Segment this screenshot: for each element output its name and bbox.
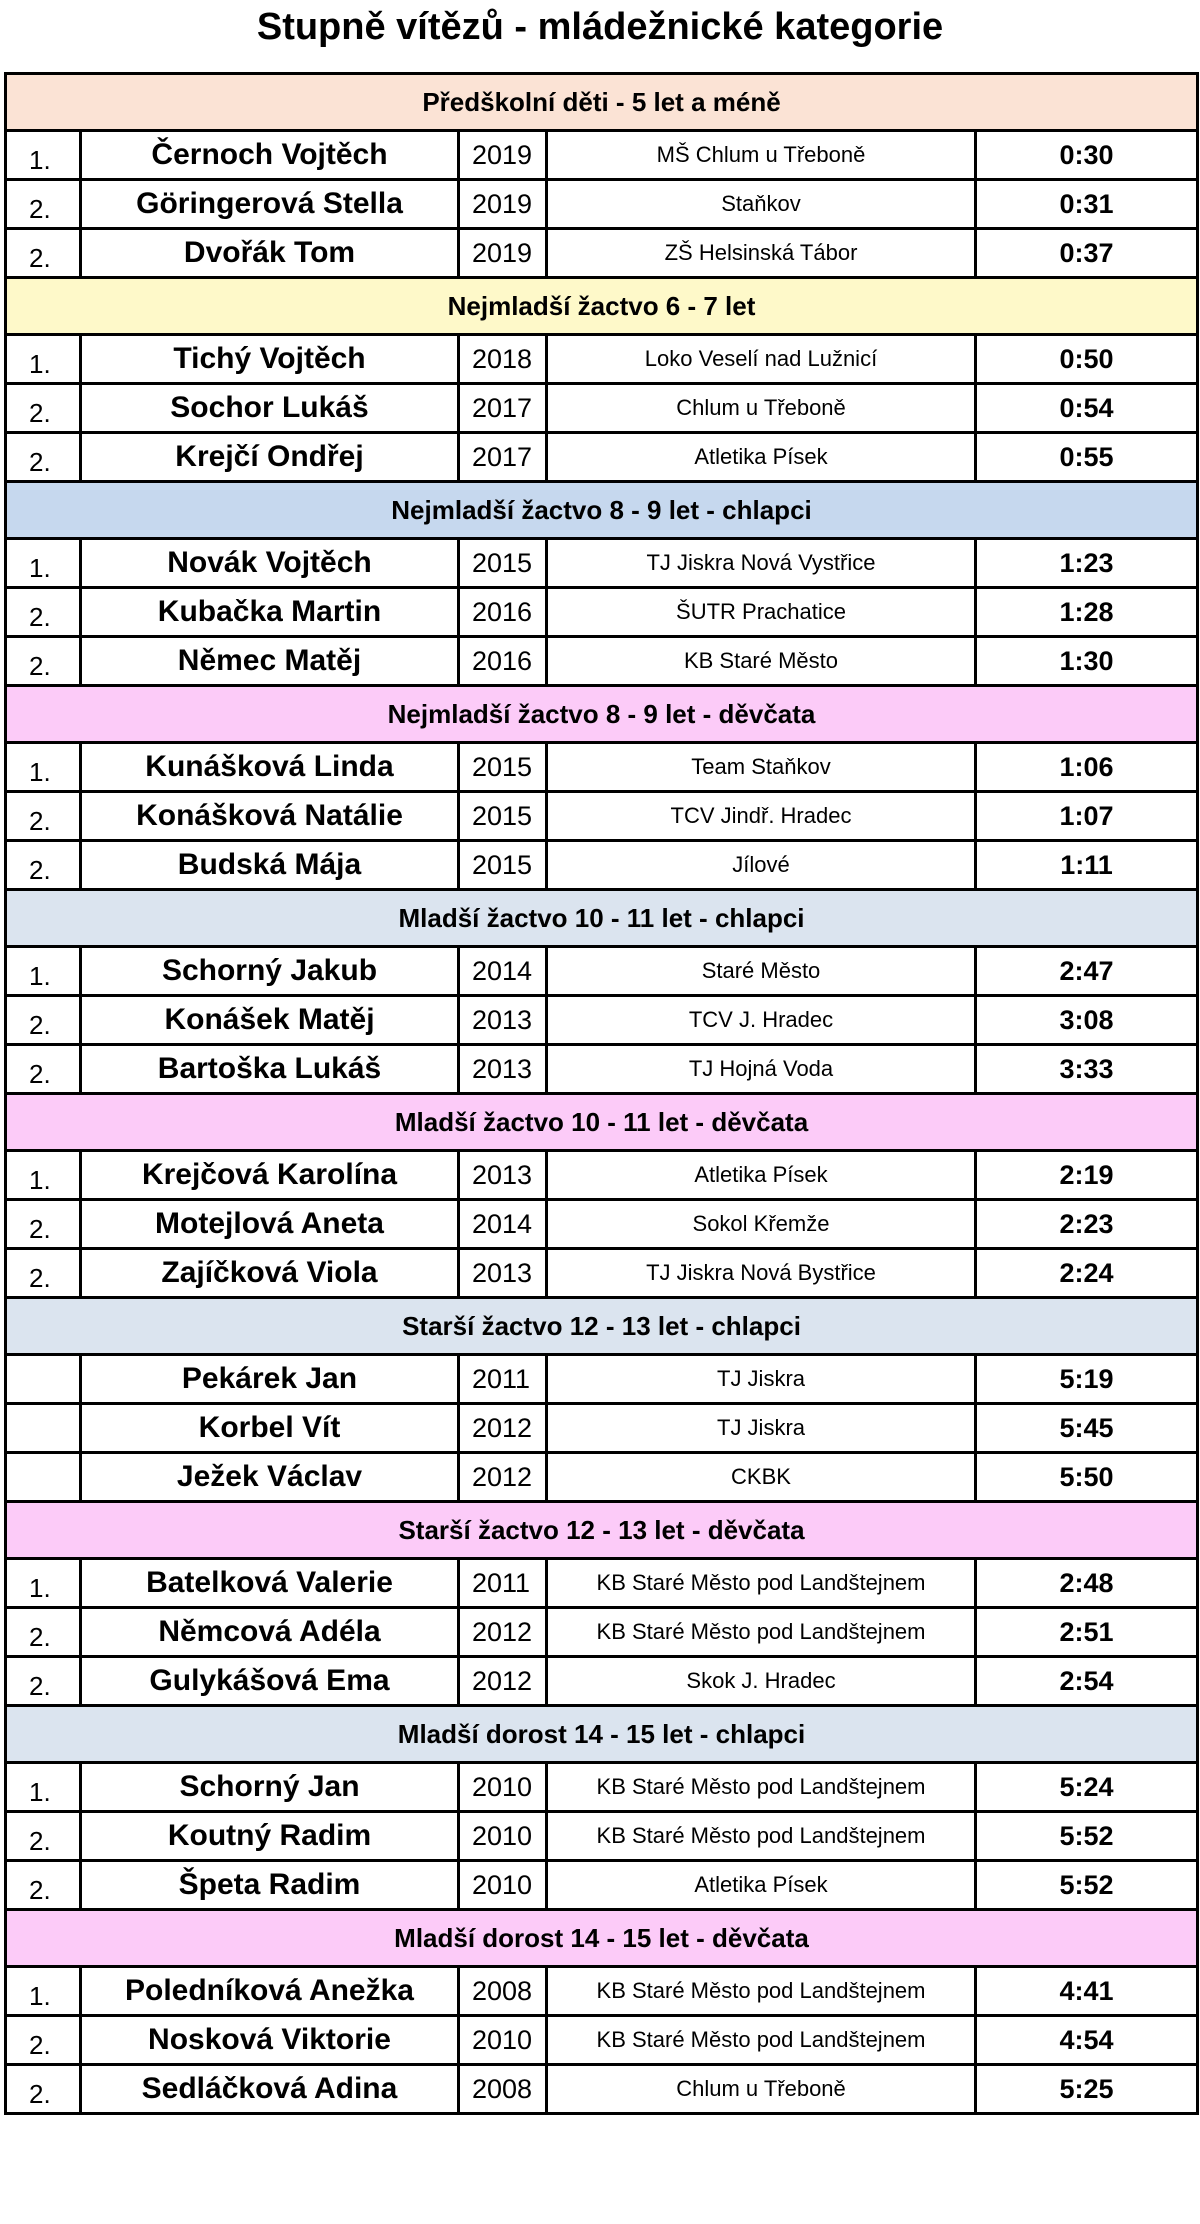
club-name: Team Staňkov (547, 743, 976, 792)
club-name: KB Staré Město pod Landštejnem (547, 1812, 976, 1861)
athlete-name: Konášek Matěj (81, 996, 459, 1045)
category-title: Mladší žactvo 10 - 11 let - děvčata (6, 1094, 1198, 1151)
club-name: TJ Jiskra Nová Vystřice (547, 539, 976, 588)
result-row (6, 1045, 1198, 1094)
rank-cell (6, 1861, 81, 1910)
birth-year: 2019 (459, 131, 547, 180)
rank-label: 2. (29, 1826, 51, 1856)
athlete-name: Kunášková Linda (81, 743, 459, 792)
result-time: 1:30 (976, 637, 1198, 686)
club-name: Chlum u Třeboně (547, 2065, 976, 2114)
result-row (6, 1453, 1198, 1502)
rank-cell (6, 1453, 81, 1502)
rank-cell (6, 637, 81, 686)
rank-label: 1. (29, 1573, 51, 1603)
rank-cell (6, 1151, 81, 1200)
club-name: MŠ Chlum u Třeboně (547, 131, 976, 180)
result-time: 1:06 (976, 743, 1198, 792)
result-row (6, 1249, 1198, 1298)
result-row (6, 2065, 1198, 2114)
birth-year: 2012 (459, 1404, 547, 1453)
athlete-name: Němcová Adéla (81, 1608, 459, 1657)
category-header-row (6, 1502, 1198, 1559)
result-time: 2:51 (976, 1608, 1198, 1657)
category-header-row (6, 686, 1198, 743)
rank-cell (6, 180, 81, 229)
birth-year: 2010 (459, 2016, 547, 2065)
category-header-row (6, 1094, 1198, 1151)
rank-label: 2. (29, 2030, 51, 2060)
result-row (6, 1559, 1198, 1608)
athlete-name: Motejlová Aneta (81, 1200, 459, 1249)
category-header-row (6, 482, 1198, 539)
result-row (6, 588, 1198, 637)
rank-label: 1. (29, 757, 51, 787)
birth-year: 2012 (459, 1657, 547, 1706)
birth-year: 2014 (459, 1200, 547, 1249)
athlete-name: Nosková Viktorie (81, 2016, 459, 2065)
club-name: KB Staré Město pod Landštejnem (547, 1608, 976, 1657)
athlete-name: Ježek Václav (81, 1453, 459, 1502)
result-row (6, 2016, 1198, 2065)
result-row (6, 1151, 1198, 1200)
result-row (6, 229, 1198, 278)
athlete-name: Černoch Vojtěch (81, 131, 459, 180)
rank-cell (6, 229, 81, 278)
club-name: ŠUTR Prachatice (547, 588, 976, 637)
club-name: CKBK (547, 1453, 976, 1502)
athlete-name: Kubačka Martin (81, 588, 459, 637)
result-time: 5:52 (976, 1812, 1198, 1861)
result-time: 1:07 (976, 792, 1198, 841)
results-body (6, 74, 1198, 2114)
athlete-name: Pekárek Jan (81, 1355, 459, 1404)
rank-label: 2. (29, 1214, 51, 1244)
rank-label: 2. (29, 1010, 51, 1040)
birth-year: 2012 (459, 1608, 547, 1657)
athlete-name: Dvořák Tom (81, 229, 459, 278)
athlete-name: Novák Vojtěch (81, 539, 459, 588)
result-time: 0:37 (976, 229, 1198, 278)
result-time: 2:23 (976, 1200, 1198, 1249)
athlete-name: Krejčová Karolína (81, 1151, 459, 1200)
athlete-name: Korbel Vít (81, 1404, 459, 1453)
result-row (6, 1355, 1198, 1404)
club-name: Staré Město (547, 947, 976, 996)
rank-cell (6, 1967, 81, 2016)
rank-cell (6, 1355, 81, 1404)
result-row (6, 1657, 1198, 1706)
result-time: 5:50 (976, 1453, 1198, 1502)
result-time: 0:55 (976, 433, 1198, 482)
result-row (6, 1861, 1198, 1910)
result-row (6, 1404, 1198, 1453)
athlete-name: Konášková Natálie (81, 792, 459, 841)
birth-year: 2017 (459, 384, 547, 433)
result-time: 2:47 (976, 947, 1198, 996)
rank-label: 2. (29, 1622, 51, 1652)
athlete-name: Batelková Valerie (81, 1559, 459, 1608)
result-row (6, 539, 1198, 588)
athlete-name: Poledníková Anežka (81, 1967, 459, 2016)
club-name: TCV J. Hradec (547, 996, 976, 1045)
birth-year: 2015 (459, 743, 547, 792)
birth-year: 2010 (459, 1812, 547, 1861)
rank-cell (6, 743, 81, 792)
result-row (6, 1200, 1198, 1249)
rank-label: 2. (29, 1671, 51, 1701)
athlete-name: Tichý Vojtěch (81, 335, 459, 384)
rank-cell (6, 1045, 81, 1094)
birth-year: 2010 (459, 1861, 547, 1910)
result-row (6, 1812, 1198, 1861)
rank-label: 2. (29, 602, 51, 632)
result-time: 0:50 (976, 335, 1198, 384)
rank-label: 1. (29, 1981, 51, 2011)
club-name: Chlum u Třeboně (547, 384, 976, 433)
rank-label: 1. (29, 553, 51, 583)
rank-cell (6, 539, 81, 588)
club-name: Skok J. Hradec (547, 1657, 976, 1706)
club-name: TJ Jiskra (547, 1404, 976, 1453)
rank-cell (6, 1404, 81, 1453)
result-time: 2:19 (976, 1151, 1198, 1200)
birth-year: 2011 (459, 1559, 547, 1608)
rank-cell (6, 384, 81, 433)
result-time: 2:24 (976, 1249, 1198, 1298)
result-row (6, 792, 1198, 841)
club-name: KB Staré Město pod Landštejnem (547, 1763, 976, 1812)
athlete-name: Špeta Radim (81, 1861, 459, 1910)
result-row (6, 1967, 1198, 2016)
club-name: KB Staré Město pod Landštejnem (547, 2016, 976, 2065)
club-name: Atletika Písek (547, 1861, 976, 1910)
birth-year: 2011 (459, 1355, 547, 1404)
club-name: ZŠ Helsinská Tábor (547, 229, 976, 278)
rank-label: 2. (29, 194, 51, 224)
result-row (6, 1763, 1198, 1812)
category-title: Předškolní děti - 5 let a méně (6, 74, 1198, 131)
result-time: 0:54 (976, 384, 1198, 433)
result-row (6, 180, 1198, 229)
birth-year: 2014 (459, 947, 547, 996)
athlete-name: Schorný Jakub (81, 947, 459, 996)
birth-year: 2013 (459, 1249, 547, 1298)
rank-cell (6, 1763, 81, 1812)
result-row (6, 335, 1198, 384)
result-row (6, 841, 1198, 890)
category-header-row (6, 278, 1198, 335)
birth-year: 2016 (459, 637, 547, 686)
rank-cell (6, 792, 81, 841)
athlete-name: Bartoška Lukáš (81, 1045, 459, 1094)
club-name: TJ Hojná Voda (547, 1045, 976, 1094)
result-time: 0:31 (976, 180, 1198, 229)
rank-cell (6, 1608, 81, 1657)
rank-cell (6, 947, 81, 996)
result-time: 2:54 (976, 1657, 1198, 1706)
rank-cell (6, 996, 81, 1045)
rank-label: 2. (29, 651, 51, 681)
result-row (6, 433, 1198, 482)
category-title: Mladší žactvo 10 - 11 let - chlapci (6, 890, 1198, 947)
rank-label: 2. (29, 398, 51, 428)
birth-year: 2015 (459, 792, 547, 841)
rank-label: 2. (29, 447, 51, 477)
club-name: Loko Veselí nad Lužnicí (547, 335, 976, 384)
club-name: Atletika Písek (547, 433, 976, 482)
result-time: 5:45 (976, 1404, 1198, 1453)
rank-label: 1. (29, 1165, 51, 1195)
club-name: TJ Jiskra Nová Bystřice (547, 1249, 976, 1298)
athlete-name: Sedláčková Adina (81, 2065, 459, 2114)
category-title: Starší žactvo 12 - 13 let - děvčata (6, 1502, 1198, 1559)
result-time: 1:23 (976, 539, 1198, 588)
category-header-row (6, 1298, 1198, 1355)
category-title: Mladší dorost 14 - 15 let - děvčata (6, 1910, 1198, 1967)
category-header-row (6, 1910, 1198, 1967)
rank-label: 1. (29, 145, 51, 175)
category-header-row (6, 890, 1198, 947)
birth-year: 2013 (459, 1045, 547, 1094)
club-name: KB Staré Město (547, 637, 976, 686)
birth-year: 2010 (459, 1763, 547, 1812)
rank-cell (6, 1249, 81, 1298)
result-time: 5:52 (976, 1861, 1198, 1910)
rank-label: 2. (29, 243, 51, 273)
rank-cell (6, 131, 81, 180)
athlete-name: Koutný Radim (81, 1812, 459, 1861)
category-title: Nejmladší žactvo 6 - 7 let (6, 278, 1198, 335)
rank-cell (6, 1812, 81, 1861)
athlete-name: Gulykášová Ema (81, 1657, 459, 1706)
result-time: 3:33 (976, 1045, 1198, 1094)
result-time: 4:54 (976, 2016, 1198, 2065)
rank-cell (6, 2065, 81, 2114)
rank-cell (6, 1657, 81, 1706)
rank-label: 1. (29, 349, 51, 379)
rank-label: 2. (29, 1059, 51, 1089)
result-time: 5:19 (976, 1355, 1198, 1404)
result-time: 3:08 (976, 996, 1198, 1045)
club-name: Atletika Písek (547, 1151, 976, 1200)
birth-year: 2008 (459, 2065, 547, 2114)
result-row (6, 131, 1198, 180)
result-time: 2:48 (976, 1559, 1198, 1608)
results-table (4, 72, 1199, 2115)
rank-label: 2. (29, 1263, 51, 1293)
birth-year: 2013 (459, 1151, 547, 1200)
result-row (6, 1608, 1198, 1657)
athlete-name: Zajíčková Viola (81, 1249, 459, 1298)
result-row (6, 384, 1198, 433)
rank-cell (6, 2016, 81, 2065)
rank-cell (6, 335, 81, 384)
result-time: 1:11 (976, 841, 1198, 890)
birth-year: 2019 (459, 229, 547, 278)
birth-year: 2016 (459, 588, 547, 637)
athlete-name: Němec Matěj (81, 637, 459, 686)
result-time: 4:41 (976, 1967, 1198, 2016)
result-row (6, 947, 1198, 996)
birth-year: 2018 (459, 335, 547, 384)
category-title: Nejmladší žactvo 8 - 9 let - chlapci (6, 482, 1198, 539)
club-name: KB Staré Město pod Landštejnem (547, 1559, 976, 1608)
athlete-name: Göringerová Stella (81, 180, 459, 229)
result-time: 5:25 (976, 2065, 1198, 2114)
club-name: Jílové (547, 841, 976, 890)
result-row (6, 743, 1198, 792)
club-name: KB Staré Město pod Landštejnem (547, 1967, 976, 2016)
rank-label: 2. (29, 2079, 51, 2109)
rank-label: 2. (29, 855, 51, 885)
rank-cell (6, 1559, 81, 1608)
category-title: Nejmladší žactvo 8 - 9 let - děvčata (6, 686, 1198, 743)
rank-cell (6, 841, 81, 890)
rank-label: 1. (29, 961, 51, 991)
category-header-row (6, 74, 1198, 131)
club-name: Staňkov (547, 180, 976, 229)
result-row (6, 996, 1198, 1045)
page-title: Stupně vítězů - mládežnické kategorie (256, 6, 944, 48)
category-header-row (6, 1706, 1198, 1763)
category-title: Starší žactvo 12 - 13 let - chlapci (6, 1298, 1198, 1355)
rank-label: 2. (29, 1875, 51, 1905)
club-name: TCV Jindř. Hradec (547, 792, 976, 841)
category-title: Mladší dorost 14 - 15 let - chlapci (6, 1706, 1198, 1763)
birth-year: 2012 (459, 1453, 547, 1502)
athlete-name: Schorný Jan (81, 1763, 459, 1812)
rank-label: 2. (29, 806, 51, 836)
result-time: 1:28 (976, 588, 1198, 637)
athlete-name: Krejčí Ondřej (81, 433, 459, 482)
birth-year: 2017 (459, 433, 547, 482)
birth-year: 2015 (459, 841, 547, 890)
birth-year: 2019 (459, 180, 547, 229)
athlete-name: Budská Mája (81, 841, 459, 890)
athlete-name: Sochor Lukáš (81, 384, 459, 433)
rank-cell (6, 433, 81, 482)
club-name: Sokol Křemže (547, 1200, 976, 1249)
result-time: 0:30 (976, 131, 1198, 180)
club-name: TJ Jiskra (547, 1355, 976, 1404)
rank-cell (6, 588, 81, 637)
result-row (6, 637, 1198, 686)
result-time: 5:24 (976, 1763, 1198, 1812)
rank-label: 1. (29, 1777, 51, 1807)
birth-year: 2015 (459, 539, 547, 588)
birth-year: 2008 (459, 1967, 547, 2016)
rank-cell (6, 1200, 81, 1249)
birth-year: 2013 (459, 996, 547, 1045)
